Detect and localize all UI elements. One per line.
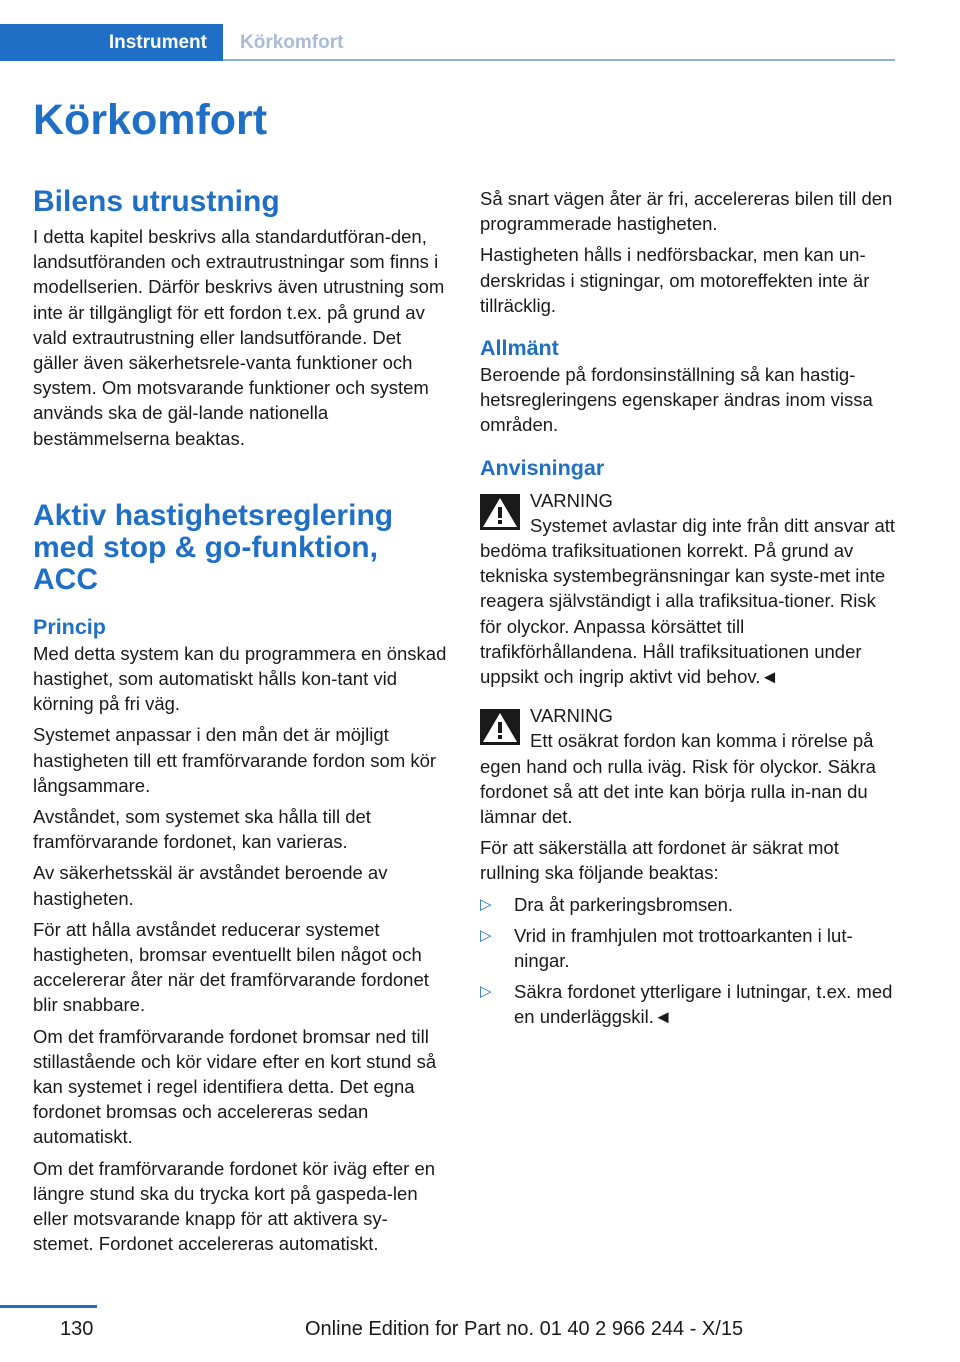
general-heading: Allmänt	[480, 336, 559, 361]
warning-text	[480, 513, 898, 689]
page-number: 130	[60, 1318, 94, 1340]
paragraph: Om det framförvarande fordonet bromsar ned till stillastående och kör vidare efter en kort stund så kan systemet i regel identifiera detta. Det egna fordonet bromsas och accelereras sedan automatiskt.	[33, 1025, 437, 1148]
secure-intro: För att säkerställa att fordonet är säkrat mot rullning ska följande beaktas:	[480, 837, 839, 884]
edition-text: Online Edition for Part no. 01 40 2 966 244 - X/15	[305, 1318, 744, 1340]
list-item	[480, 979, 898, 1029]
list-item	[480, 892, 898, 917]
paragraph: Av säkerhetsskäl är avståndet beroende av hastigheten.	[33, 862, 388, 909]
paragraph: Så snart vägen åter är fri, accelereras bilen till den programmerade hastigheten.	[480, 188, 893, 235]
list-item	[480, 923, 898, 973]
warning-label: VARNING	[530, 705, 613, 727]
footer-divider	[0, 1305, 97, 1308]
paragraph: Systemet anpassar i den mån det är möjligt hastigheten till ett framförvarande fordon som kör långsammare.	[33, 724, 437, 796]
bullet-triangle-icon: ▷	[480, 926, 492, 944]
paragraph: För att hålla avståndet reducerar systemet hastigheten, bromsar eventuellt bilen något och accelererar åter när det framförvarande fordonet blir snabbare.	[33, 918, 429, 1016]
paragraph: Avståndet, som systemet ska hålla till det framförvarande fordonet, kan varieras.	[33, 806, 371, 853]
notes-heading: Anvisningar	[480, 455, 605, 480]
warning-triangle-icon	[480, 494, 520, 530]
warning-triangle-icon	[480, 709, 520, 745]
list-item-text: Vrid in framhjulen mot trottoarkanten i lut-ningar.	[514, 924, 853, 972]
warning-label: VARNING	[530, 489, 613, 511]
principle-heading: Princip	[33, 614, 106, 639]
bullet-triangle-icon: ▷	[480, 895, 492, 913]
bullet-list	[480, 892, 898, 1030]
paragraph: Med detta system kan du programmera en önskad hastighet, som automatiskt hålls kon-tant vid körning på fri väg.	[33, 642, 447, 715]
tab-korkomfort[interactable]: Körkomfort	[240, 31, 344, 53]
header	[0, 24, 895, 62]
warning-text-content: Systemet avlastar dig inte från ditt ansvar att bedöma trafiksituationen korrekt. På grund av tekniska systembegränsningar kan syste-met inte reagera självständigt i alla trafiksitua-tioner. Risk för olyckor. Anpassa körsättet till trafikförhållandena. Håll trafiksituationen under uppsikt och ingrip aktivt vid behov.◄	[480, 514, 896, 688]
equipment-heading: Bilens utrustning	[33, 185, 280, 218]
equipment-text: I detta kapitel beskrivs alla standardutföran-den, landsutföranden och extrautrustningar som finns i modellserien. Därför beskrivs även utrustning som inte är tillgängligt för ett fordon t.ex. på grund av vald extrautrustning eller landsutförande. Det gäller även säkerhetsrele-vanta funktioner och system. Om motsvarande funktioner och system används ska de gäl-lande nationella bestämmelserna beaktas.	[33, 226, 445, 449]
list-item-text: Säkra fordonet ytterligare i lutningar, t.ex. med en underläggskil.◄	[514, 981, 893, 1028]
warning-header	[480, 488, 898, 513]
warning-text	[480, 728, 898, 829]
right-column	[480, 186, 898, 1036]
list-item-text: Dra åt parkeringsbromsen.	[514, 893, 734, 915]
warning-block	[480, 703, 898, 829]
warning-block	[480, 488, 898, 690]
bullet-triangle-icon: ▷	[480, 983, 492, 1001]
acc-heading: Aktiv hastighetsreglering med stop & go-funktion, ACC	[33, 498, 394, 596]
tab-instrument[interactable]: Instrument	[0, 24, 223, 61]
warning-text-content: Ett osäkrat fordon kan komma i rörelse på egen hand och rulla iväg. Risk för olyckor. Säkra fordonet så att det inte kan börja rulla in-nan du lämnar det.	[480, 730, 876, 828]
paragraph: Om det framförvarande fordonet kör iväg efter en längre stund ska du trycka kort på gaspeda-len eller motsvarande knapp för att aktivera sy-stemet. Fordonet accelereras automatiskt.	[33, 1157, 436, 1255]
general-text: Beroende på fordonsinställning så kan hastig-hetsregleringens egenskaper ändras inom vissa områden.	[480, 364, 873, 436]
left-column	[33, 186, 448, 1257]
header-divider	[223, 59, 895, 61]
page-title: Körkomfort	[33, 96, 268, 144]
warning-header	[480, 703, 898, 728]
paragraph: Hastigheten hålls i nedförsbackar, men kan un-derskridas i stigningar, om motoreffekten inte är tillräcklig.	[480, 244, 870, 316]
